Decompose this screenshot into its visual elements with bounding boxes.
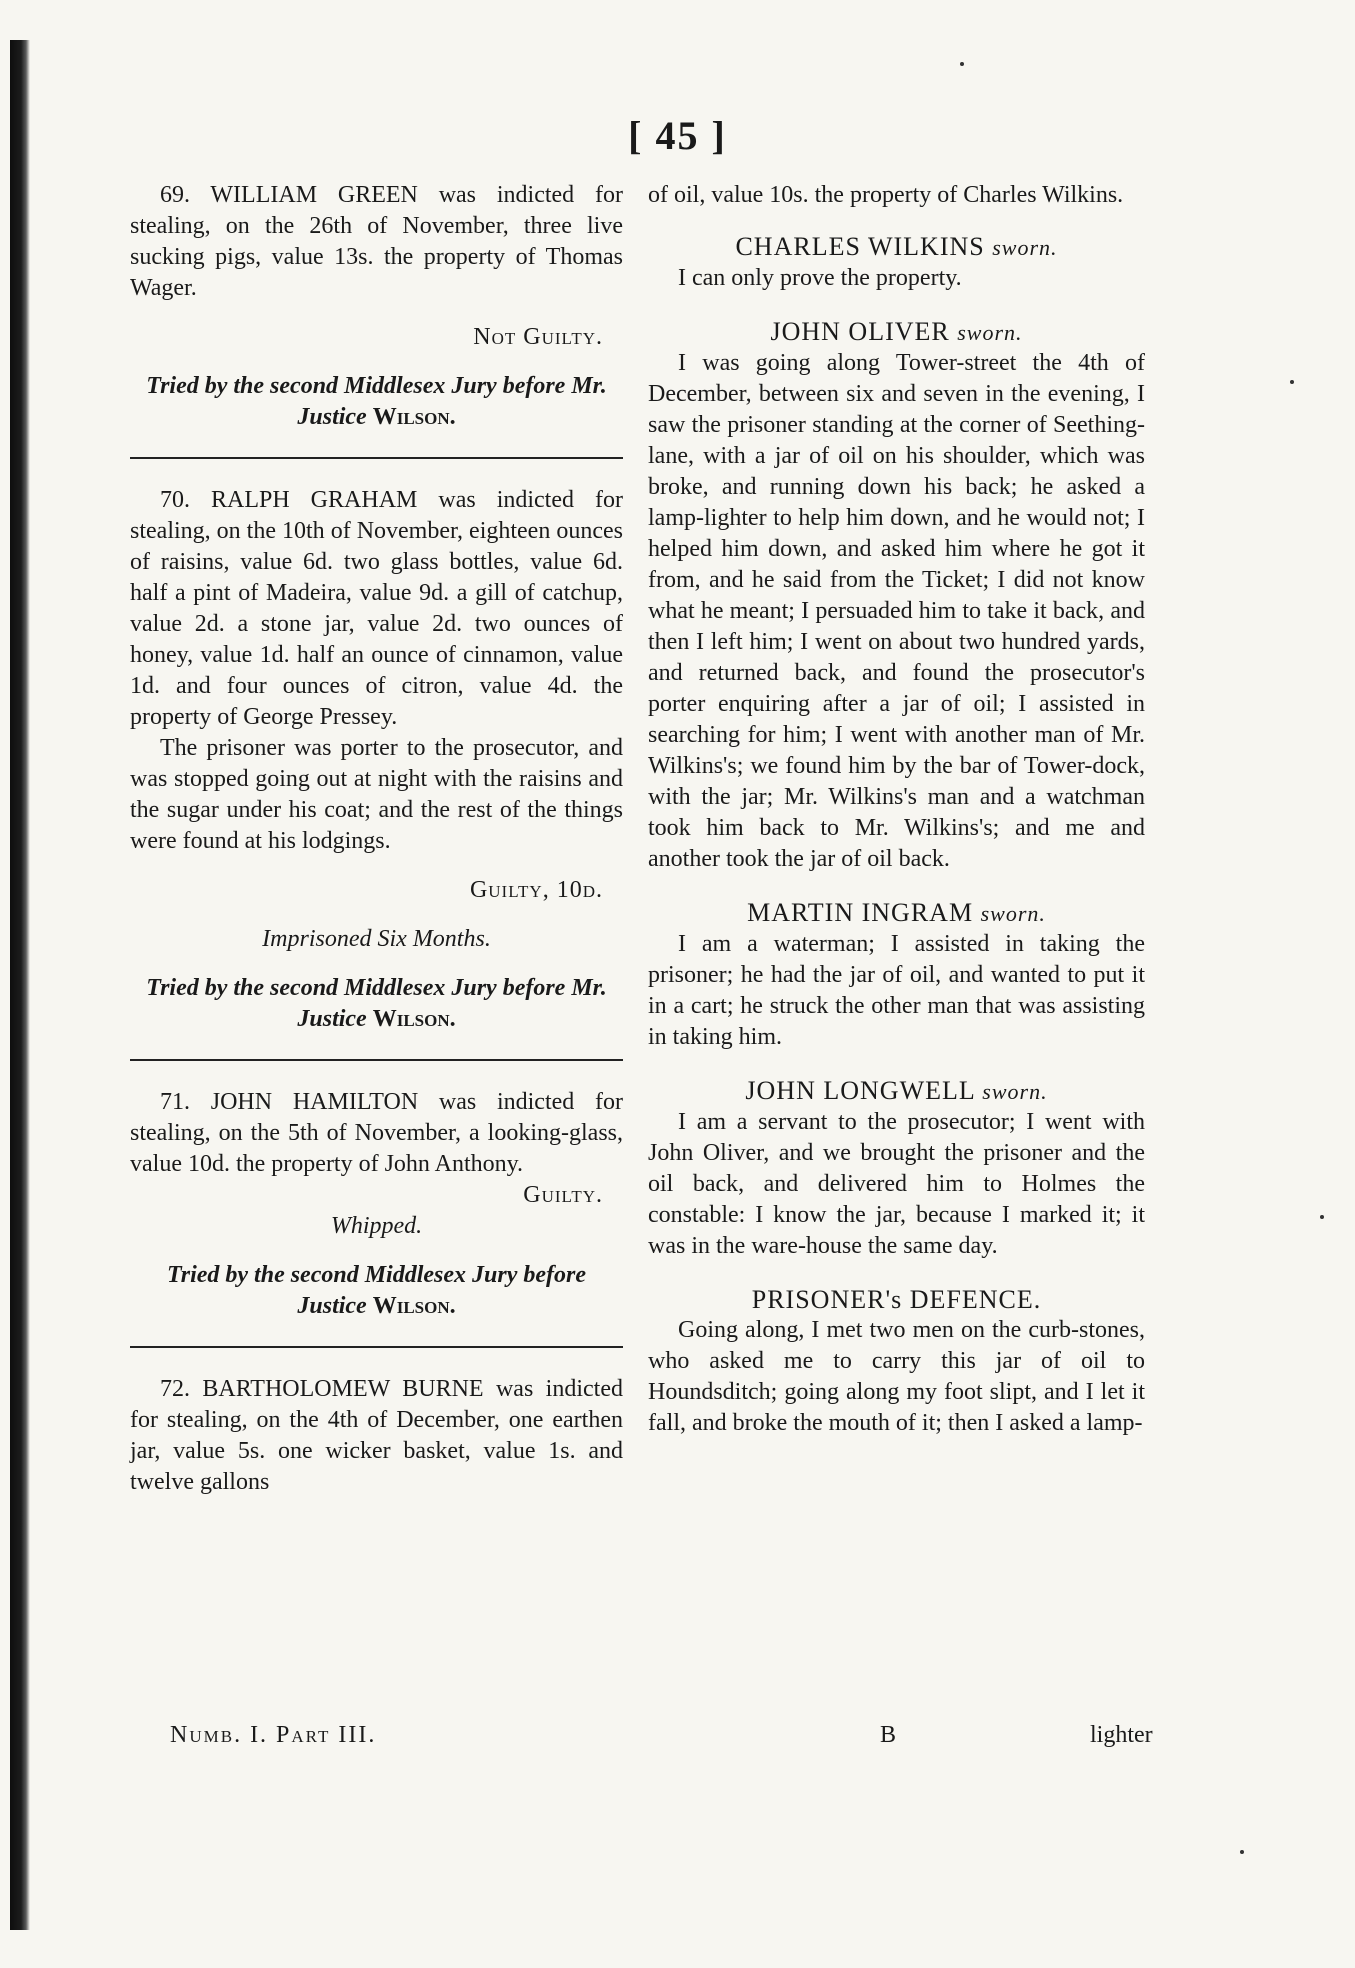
case-71-text: 71. JOHN HAMILTON was indicted for stealing, on the 5th of November, a looking-glass, value 10d. the property of John Anthony.: [130, 1089, 623, 1177]
left-column: [130, 180, 623, 1498]
case-71-sentence: Whipped.: [330, 1213, 423, 1239]
case-72-text: 72. BARTHOLOMEW BURNE was indicted for stealing, on the 4th of December, one earthen jar, value 5s. one wicker basket, value 1s. and twelve gallons: [130, 1376, 623, 1495]
case-69-tried: [130, 371, 623, 433]
case-71-judge: Wilson.: [372, 1293, 456, 1319]
scan-speck: [1240, 1850, 1244, 1854]
part-label: Numb. I. Part III.: [170, 1722, 377, 1748]
catchword: lighter: [1090, 1722, 1153, 1748]
scan-speck: [1320, 1215, 1324, 1219]
case-71-verdict: Guilty.: [523, 1182, 603, 1208]
page-number: [ 45 ]: [628, 113, 727, 158]
defence-text: Going along, I met two men on the curb-stones, who asked me to carry this jar of oil to Houndsditch; going along my foot slipt, and I let it fall, and broke the mouth of it; then I asked a lamp-: [648, 1317, 1145, 1436]
sworn-label: sworn.: [980, 901, 1046, 926]
right-column: [648, 180, 1145, 1439]
sworn-label: sworn.: [982, 1079, 1048, 1104]
case-70-verdict: Guilty, 10d.: [469, 877, 603, 903]
witness-heading: [648, 1075, 1145, 1107]
witness-name: JOHN LONGWELL: [745, 1076, 975, 1105]
case-70-tried: [130, 973, 623, 1035]
case-70-tried-text: Tried by the second Middlesex Jury before Mr. Justice: [146, 975, 607, 1032]
witness-heading: [648, 231, 1145, 263]
sworn-label: sworn.: [957, 320, 1023, 345]
witness-heading: [648, 897, 1145, 929]
witness-testimony: I am a waterman; I assisted in taking the prisoner; he had the jar of oil, and wanted to put it in a cart; he struck the other man that was assisting in taking him.: [648, 931, 1145, 1050]
witness-name: CHARLES WILKINS: [735, 232, 985, 261]
witness-testimony: I was going along Tower-street the 4th of December, between six and seven in the evening, I saw the prisoner standing at the corner of Seething-lane, with a jar of oil on his shoulder, which was broke, and running down his back; he asked a lamp-lighter to help him down, and he would not; I helped him down, and asked him where he got it from, and he said from the Ticket; I did not know what he meant; I persuaded him to take it back, and then I left him; I went on about two hundred yards, and returned back, and found the prosecutor's porter enquiring after a jar of oil; I assisted in searching for him; I went with another man of Mr. Wilkins's; we found him by the bar of Tower-dock, with the jar; Mr. Wilkins's man and a watchman took him back to Mr. Wilkins's; and me and another took the jar of oil back.: [648, 350, 1145, 872]
scan-speck: [1290, 380, 1294, 384]
case-69-verdict: Not Guilty.: [473, 324, 603, 350]
section-rule: [130, 457, 623, 459]
signature-mark: B: [880, 1722, 897, 1748]
section-rule: [130, 1346, 623, 1348]
scan-speck: [960, 62, 964, 66]
witness-testimony: I can only prove the property.: [678, 265, 962, 291]
case-69-judge: Wilson.: [372, 404, 456, 430]
case-70-judge: Wilson.: [372, 1006, 456, 1032]
case-72-continuation: of oil, value 10s. the property of Charles Wilkins.: [648, 182, 1124, 208]
defence-heading: PRISONER's DEFENCE.: [751, 1285, 1042, 1314]
case-70-sentence: Imprisoned Six Months.: [262, 926, 491, 952]
case-70-details: The prisoner was porter to the prosecutor, and was stopped going out at night with the raisins and the sugar under his coat; and the rest of the things were found at his lodgings.: [130, 735, 623, 854]
scan-edge-shadow: [10, 40, 30, 1930]
case-69-text: 69. WILLIAM GREEN was indicted for stealing, on the 26th of November, three live sucking pigs, value 13s. the property of Thomas Wager.: [130, 182, 623, 301]
case-71-tried: [130, 1260, 623, 1322]
sworn-label: sworn.: [992, 235, 1058, 260]
case-71-tried-text: Tried by the second Middlesex Jury before Justice: [166, 1262, 587, 1319]
case-69-tried-text: Tried by the second Middlesex Jury before Mr. Justice: [146, 373, 607, 430]
case-70-text: 70. RALPH GRAHAM was indicted for stealing, on the 10th of November, eighteen ounces of raisins, value 6d. two glass bottles, value 6d. half a pint of Madeira, value 9d. a gill of catchup, value 2d. a stone jar, value 2d. two ounces of honey, value 1d. half an ounce of cinnamon, value 1d. and four ounces of citron, value 4d. the property of George Pressey.: [130, 487, 623, 730]
witness-name: MARTIN INGRAM: [747, 898, 974, 927]
witness-name: JOHN OLIVER: [770, 317, 950, 346]
section-rule: [130, 1059, 623, 1061]
witness-heading: [648, 316, 1145, 348]
witness-testimony: I am a servant to the prosecutor; I went with John Oliver, and we brought the prisoner and the oil back, and delivered him to Holmes the constable: I know the jar, because I marked it; it was in the ware-house the same day.: [648, 1109, 1145, 1259]
